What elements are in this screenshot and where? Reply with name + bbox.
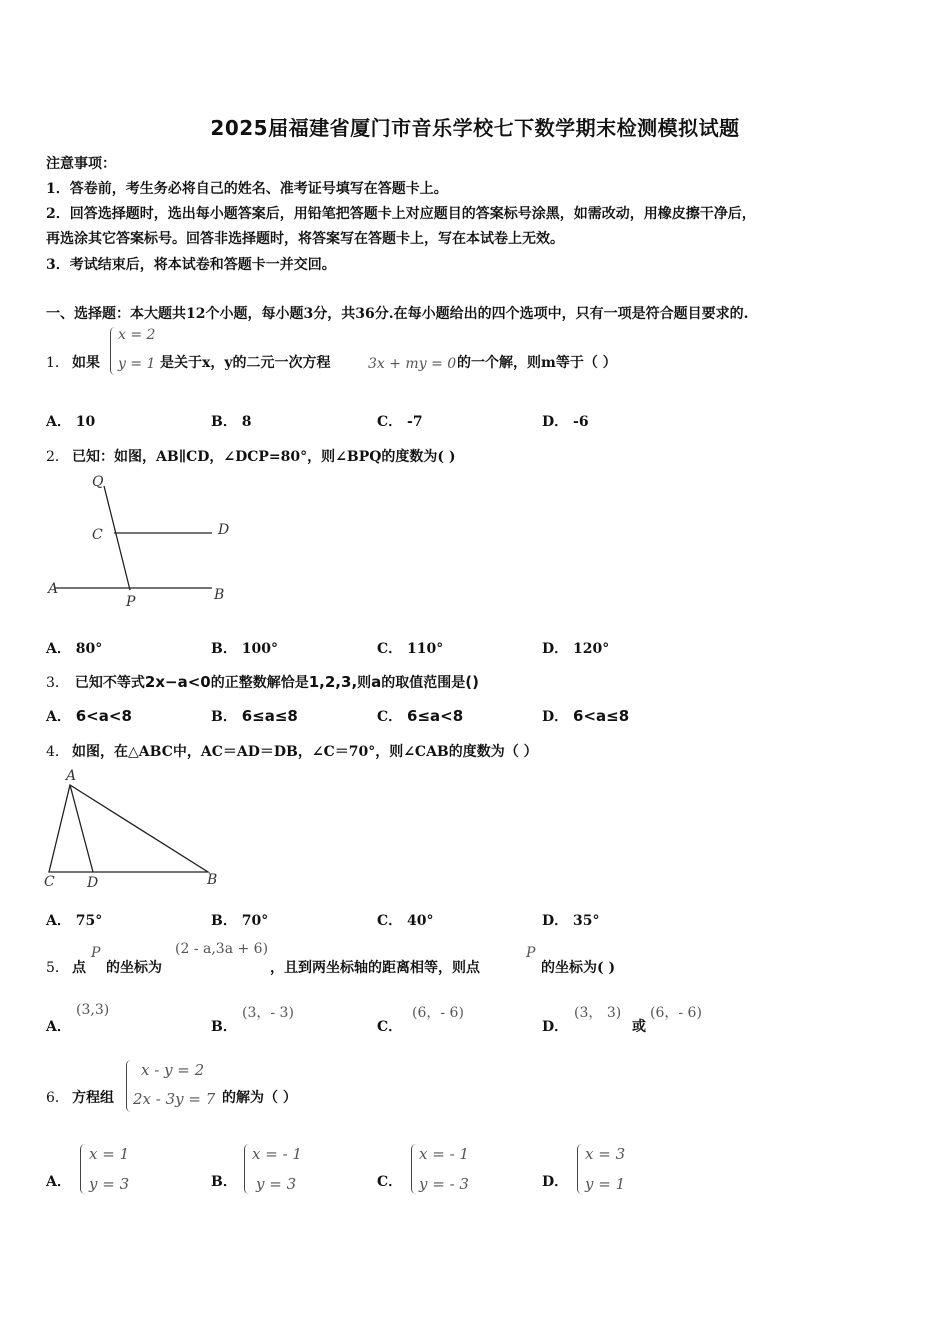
q5-text-2: 的坐标为	[106, 960, 162, 976]
q5-option-a-value[interactable]: (3,3)	[76, 1002, 110, 1018]
page-title: 2025届福建省厦门市音乐学校七下数学期末检测模拟试题	[210, 116, 740, 140]
q6-option-a-line-2[interactable]: y = 3	[89, 1175, 130, 1193]
q6-option-c-line-1[interactable]: x = - 1	[419, 1145, 469, 1163]
q2-text: 已知：如图，AB∥CD，∠DCP=80°，则∠BPQ的度数为( )	[72, 449, 456, 465]
label-d: D	[87, 875, 99, 891]
notes-item-2: 2．回答选择题时，选出每小题答案后，用铅笔把答题卡上对应题目的答案标号涂黑，如需改动，用橡皮擦干净后，	[46, 206, 756, 222]
q1-sys-line-2: y = 1	[118, 356, 156, 372]
q1-option-c[interactable]: C． -7	[377, 414, 423, 430]
q2-option-c[interactable]: C． 110°	[377, 641, 444, 657]
q6-option-c-line-2[interactable]: y = - 3	[419, 1175, 469, 1193]
q6-option-b-brace	[244, 1144, 249, 1194]
q6-brace	[126, 1060, 131, 1112]
q3-mid: 的正整数解恰是	[210, 675, 309, 691]
q5-point-p-2: P	[526, 945, 536, 961]
q1-equation: 3x + my = 0	[368, 356, 457, 372]
q6-option-d-line-1[interactable]: x = 3	[585, 1145, 626, 1163]
notes-item-3: 3．考试结束后，将本试卷和答题卡一并交回。	[46, 257, 336, 273]
notes-heading: 注意事项：	[46, 156, 116, 172]
q5-option-d-connector: 或	[632, 1019, 646, 1035]
notes-item-2-cont: 再选涂其它答案标号。回答非选择题时，将答案写在答题卡上，写在本试卷上无效。	[46, 231, 564, 247]
label-p: P	[126, 594, 136, 610]
q5-option-d-label[interactable]: D．	[542, 1019, 569, 1035]
q6-option-c-brace	[411, 1144, 416, 1194]
q1-brace	[110, 327, 115, 375]
q4-option-c[interactable]: C． 40°	[377, 913, 434, 929]
q3-option-d[interactable]: D． 6<a≤8	[542, 707, 630, 725]
q3-number: 3．	[46, 675, 69, 691]
q1-number: 1．	[46, 355, 69, 371]
q6-option-b-line-2[interactable]: y = 3	[256, 1175, 297, 1193]
q4-option-b[interactable]: B． 70°	[211, 913, 269, 929]
q1-pre: 如果	[72, 355, 100, 371]
q6-option-c-label[interactable]: C．	[377, 1174, 403, 1190]
q6-option-d-brace	[577, 1144, 582, 1194]
q6-option-a-label[interactable]: A．	[46, 1174, 71, 1190]
notes-item-1: 1．答卷前，考生务必将自己的姓名、准考证号填写在答题卡上。	[46, 181, 448, 197]
label-c: C	[44, 874, 55, 890]
q3-option-a[interactable]: A． 6<a<8	[46, 707, 132, 725]
q5-option-d-value[interactable]: (3， 3)	[574, 1005, 622, 1021]
q4-option-d[interactable]: D． 35°	[542, 913, 600, 929]
q3-line	[46, 672, 479, 692]
q6-pre: 方程组	[72, 1090, 114, 1106]
q5-text-3: ，且到两坐标轴的距离相等，则点	[270, 960, 480, 976]
q6-option-b-line-1[interactable]: x = - 1	[252, 1145, 302, 1163]
q2-number: 2．	[46, 449, 69, 465]
q5-point-p: P	[91, 945, 101, 961]
q6-number: 6．	[46, 1090, 69, 1106]
section-heading: 一、选择题：本大题共12个小题，每小题3分，共36分.在每小题给出的四个选项中，只有一项是符合题目要求的.	[46, 306, 749, 322]
q1-option-d[interactable]: D． -6	[542, 414, 589, 430]
label-q: Q	[92, 474, 104, 490]
label-d: D	[218, 522, 230, 538]
q2-figure	[40, 470, 250, 615]
q2-option-a[interactable]: A． 80°	[46, 641, 103, 657]
q4-number: 4．	[46, 744, 69, 760]
q3-post1: 则	[357, 675, 372, 691]
q6-option-b-label[interactable]: B．	[211, 1174, 237, 1190]
q6-option-a-line-1[interactable]: x = 1	[89, 1145, 130, 1163]
q2-option-b[interactable]: B． 100°	[211, 641, 278, 657]
q5-option-a-label[interactable]: A．	[46, 1019, 71, 1035]
q6-option-a-brace	[80, 1144, 85, 1194]
q6-sys-line-2: 2x - 3y = 7	[133, 1090, 216, 1108]
q5-text-1: 点	[72, 960, 86, 976]
label-b: B	[214, 587, 225, 603]
q1-post: 的一个解，则m等于（ ）	[457, 355, 617, 371]
q3-post2: 的取值范围是	[381, 675, 466, 691]
q1-mid: 是关于x，y的二元一次方程	[160, 355, 331, 371]
q5-number: 5．	[46, 960, 69, 976]
q5-option-b-value[interactable]: (3，- 3)	[242, 1005, 294, 1021]
q2-option-d[interactable]: D． 120°	[542, 641, 610, 657]
line-pq	[104, 486, 130, 590]
q1-sys-line-1: x = 2	[118, 327, 156, 343]
q3-pre: 已知不等式	[74, 675, 145, 691]
q6-post: 的解为（ ）	[222, 1090, 297, 1106]
q5-option-d-value-2[interactable]: (6，- 6)	[650, 1005, 702, 1021]
label-a: A	[48, 581, 59, 597]
q1-option-a[interactable]: A． 10	[46, 414, 96, 430]
q6-sys-line-1: x - y = 2	[141, 1061, 205, 1079]
q3-expression: 2x−a<0	[144, 673, 211, 691]
q4-text: 如图，在△ABC中，AC＝AD＝DB，∠C＝70°，则∠CAB的度数为（ ）	[72, 744, 538, 760]
label-c: C	[92, 527, 103, 543]
q3-variable: a	[371, 673, 382, 691]
q3-option-c[interactable]: C． 6≤a<8	[377, 707, 464, 725]
q6-option-d-label[interactable]: D．	[542, 1174, 569, 1190]
q6-option-d-line-2[interactable]: y = 1	[585, 1175, 626, 1193]
q5-option-b-label[interactable]: B．	[211, 1019, 237, 1035]
q3-option-b[interactable]: B． 6≤a≤8	[211, 707, 298, 725]
q1-option-b[interactable]: B． 8	[211, 414, 252, 430]
q3-paren: ()	[465, 673, 479, 691]
q5-text-4: 的坐标为( )	[541, 960, 616, 976]
q5-option-c-value[interactable]: (6，- 6)	[412, 1005, 464, 1021]
q5-coordinate: (2 - a,3a + 6)	[175, 941, 269, 957]
q5-option-c-label[interactable]: C．	[377, 1019, 403, 1035]
q4-option-a[interactable]: A． 75°	[46, 913, 103, 929]
label-b: B	[207, 872, 218, 888]
q3-solutions: 1,2,3,	[308, 673, 358, 691]
q4-figure	[40, 765, 230, 895]
label-a: A	[66, 768, 77, 784]
